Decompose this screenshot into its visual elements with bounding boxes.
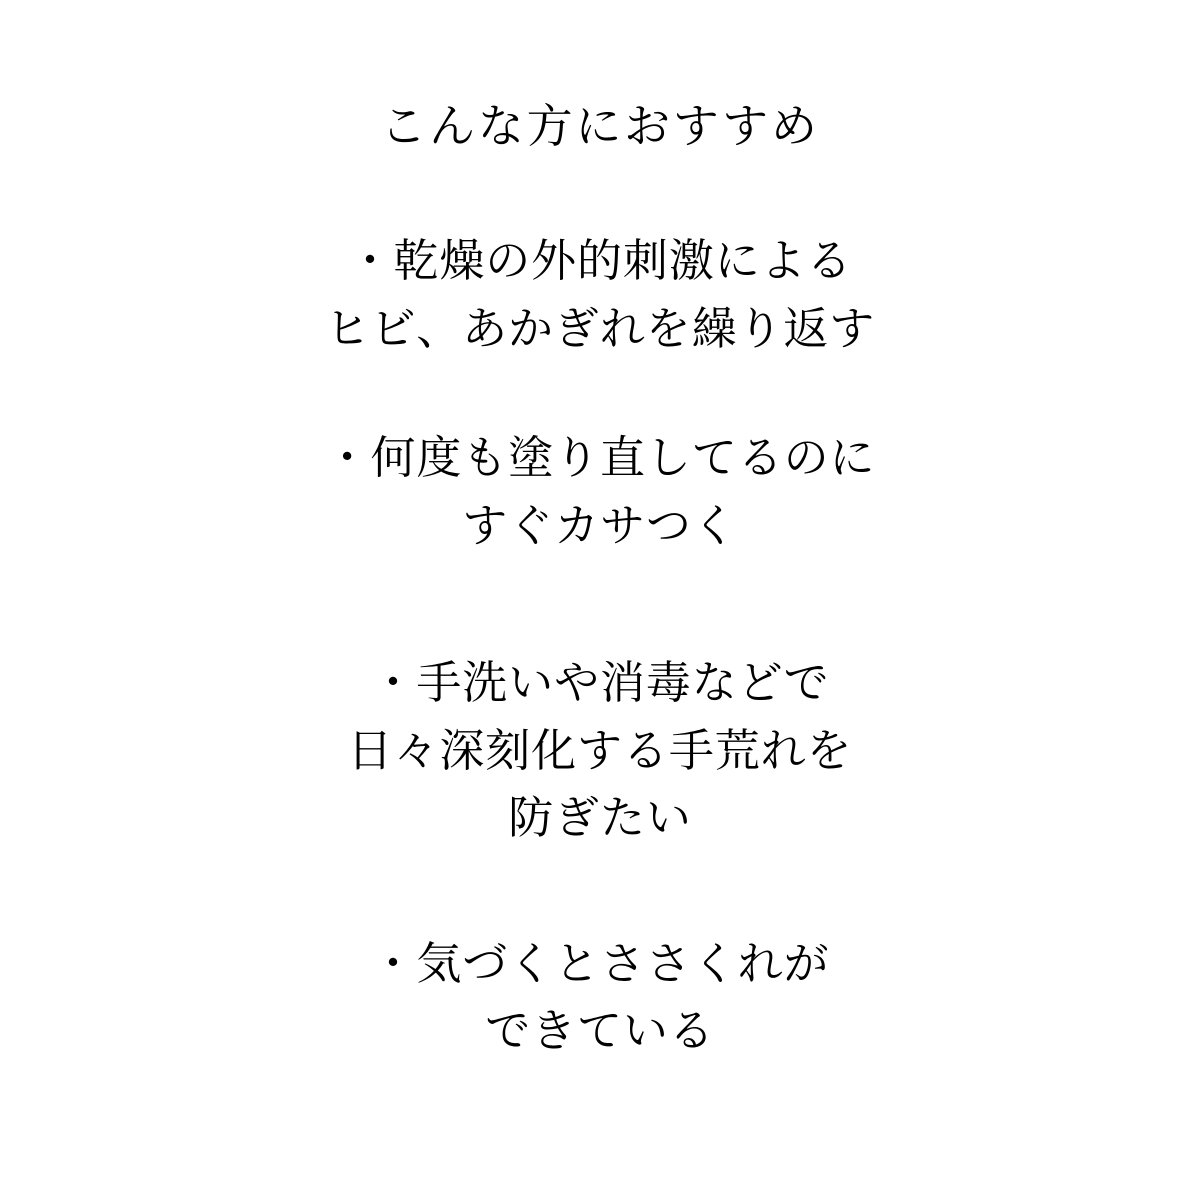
list-item-line: ・何度も塗り直してるのに	[324, 431, 876, 485]
list-item	[348, 649, 853, 852]
list-item	[370, 930, 829, 1065]
list-item-line: ・手洗いや消毒などで	[370, 656, 830, 710]
list-item-line: ヒビ、あかぎれを繰り返す	[324, 301, 876, 355]
list-item	[325, 424, 876, 559]
list-item-line: 防ぎたい	[508, 791, 692, 845]
list-item-line: すぐカサつく	[462, 498, 738, 552]
list-item-line: 日々深刻化する手荒れを	[347, 723, 853, 777]
list-item-line: できている	[485, 1004, 715, 1058]
list-item-line: ・乾燥の外的刺激による	[347, 234, 853, 288]
list-item	[325, 227, 875, 362]
list-item-line: ・気づくとささくれが	[370, 936, 830, 990]
page-title: こんな方におすすめ	[380, 99, 820, 153]
